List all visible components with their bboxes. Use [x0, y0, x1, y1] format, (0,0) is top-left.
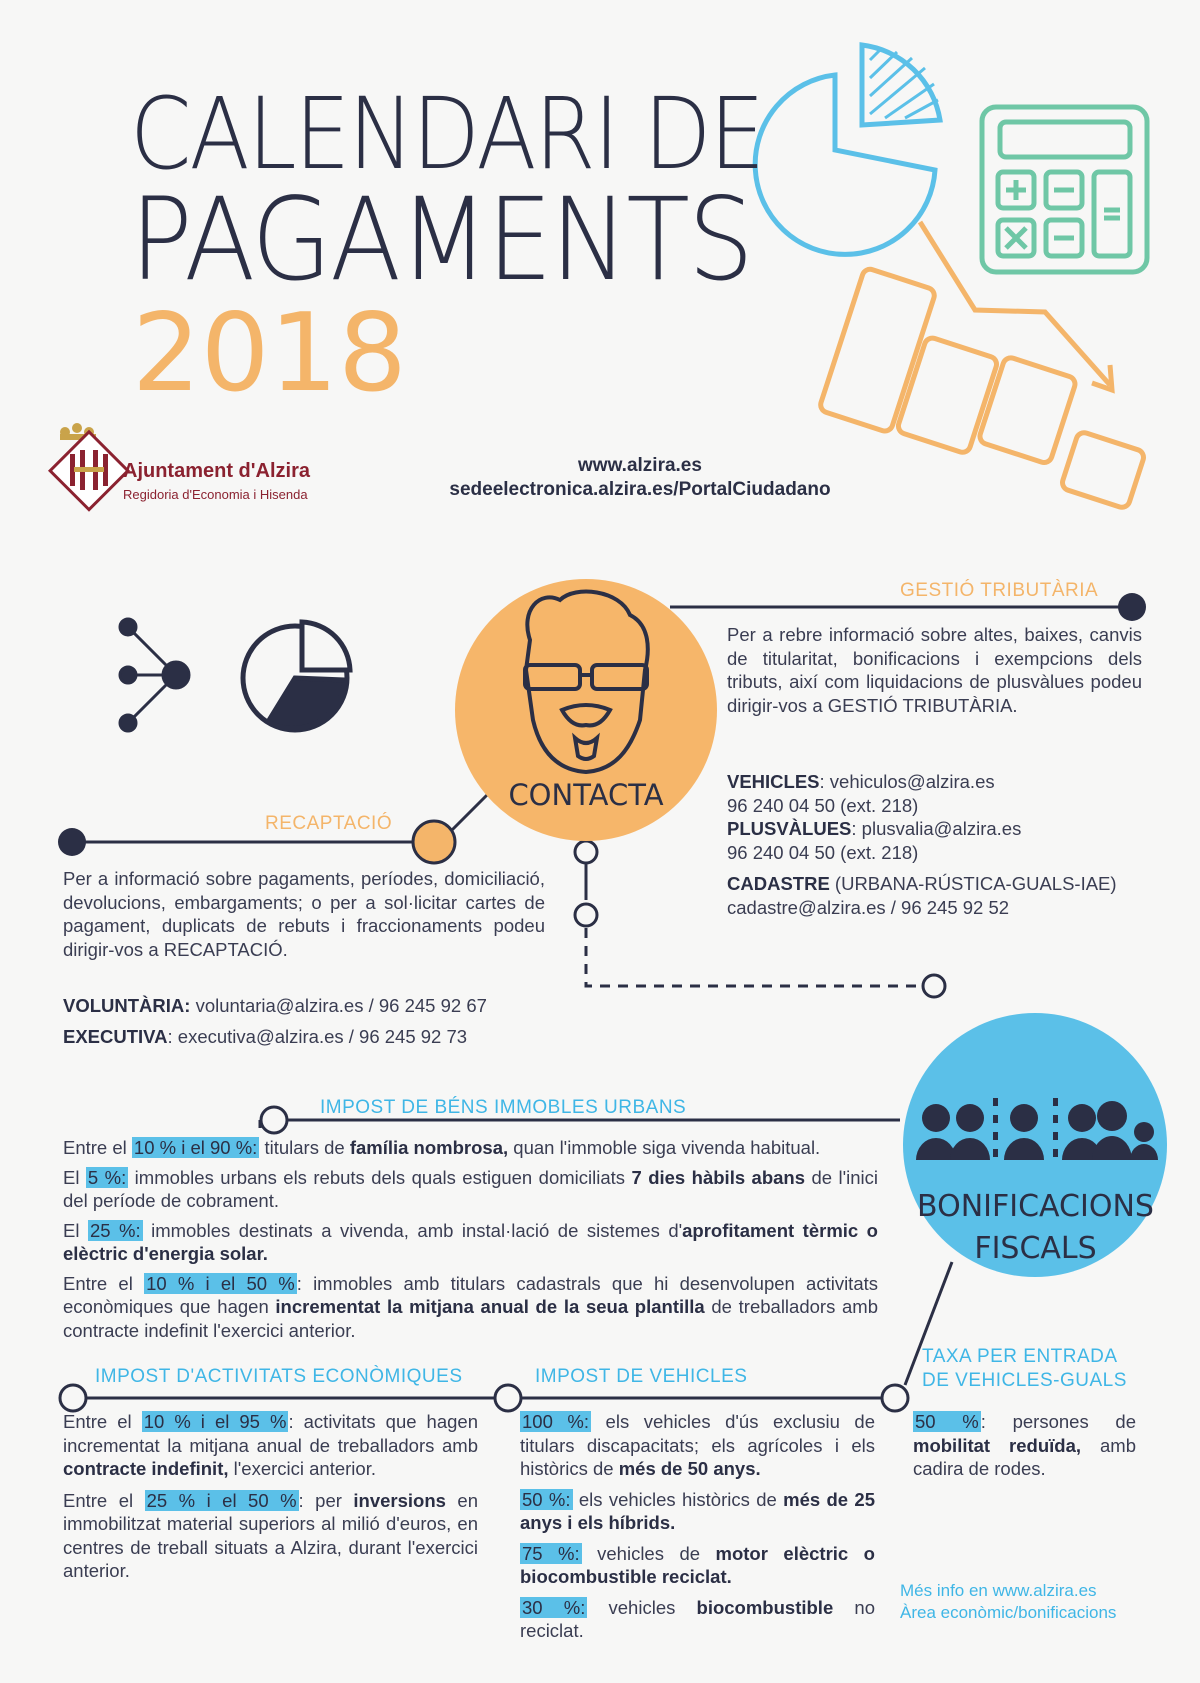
- ivtm-item: 100 %: els vehicles d'ús exclusiu de titulars discapacitats; els agrícoles i els històrics de més de 50 anys.: [520, 1411, 875, 1479]
- gestio-heading: GESTIÓ TRIBUTÀRIA: [900, 580, 1099, 601]
- coat-of-arms-icon: [50, 423, 128, 510]
- pie-chart-doodle-icon: [755, 45, 940, 254]
- ibi-item: Entre el 10 % i el 50 % : immobles amb titulars cadastrals que hi desenvolupen activitats econòmiques que hagen incrementat la mitjana anual de la seua plantilla de treballadors amb contracte indefinit l'exercici anterior.: [63, 1272, 878, 1341]
- ibi-item: El 5 %: immobles urbans els rebuts dels quals estiguen domiciliats 7 dies hàbils abans de l'inici del període de cobrament.: [63, 1166, 879, 1211]
- iae-heading: IMPOST D'ACTIVITATS ECONÒMIQUES: [95, 1366, 463, 1387]
- ivtm-item: 50 %: els vehicles històrics de més de 25 anys i els híbrids.: [520, 1488, 875, 1533]
- gestio-text: Per a rebre informació sobre altes, baixes, canvis de titularitat, bonificacions i exempcions dels tributs, així com liquidacions de plusvàlues podeu dirigir-vos a GESTIÓ TRIBUTÀRIA.: [727, 624, 1142, 716]
- page-title-line2: PAGAMENTS: [130, 172, 752, 307]
- network-icon: [120, 619, 189, 731]
- ivtm-item: 75 %: vehicles de motor elèctric o biocombustible reciclat.: [520, 1542, 875, 1587]
- iae-item: Entre el 10 % i el 95 % : activitats que hagen incrementat la mitjana anual de treballadors amb contracte indefinit, l'exercici anterior.: [63, 1411, 479, 1479]
- ivtm-item: 30 %: vehicles biocombustible no reciclat.: [520, 1596, 875, 1641]
- footer-link[interactable]: Més info en www.alzira.es: [900, 1581, 1097, 1600]
- ibi-heading: IMPOST DE BÉNS IMMOBLES URBANS: [320, 1097, 687, 1118]
- bonificacions-label: BONIFICACIONS FISCALS: [917, 1189, 1154, 1266]
- footer-info: Més info en www.alzira.es Àrea econòmic/bonificacions: [900, 1581, 1117, 1622]
- ivtm-list: [520, 1410, 875, 1650]
- page-year: 2018: [132, 291, 407, 416]
- recaptacio-heading: RECAPTACIÓ: [265, 813, 393, 834]
- ibi-item: Entre el 10 % i el 90 %: titulars de família nombrosa, quan l'immoble siga vivenda habitual.: [63, 1137, 821, 1158]
- site-link[interactable]: www.alzira.es: [578, 455, 702, 476]
- ibi-item: El 25 %: immobles destinats a vivenda, amb instal·lació de sistemes d'aprofitament tèrmic o elèctric d'energia solar.: [63, 1219, 878, 1264]
- org-dept: Regidoria d'Economia i Hisenda: [123, 487, 308, 502]
- gestio-dot: [1118, 593, 1146, 621]
- iae-list: [63, 1410, 478, 1591]
- contact-label: CONTACTA: [508, 778, 664, 812]
- ibi-list: [63, 1136, 878, 1348]
- portal-link[interactable]: sedeelectronica.alzira.es/PortalCiudadano: [449, 479, 831, 500]
- gestio-contacts: VEHICLES: vehiculos@alzira.es 96 240 04 50 (ext. 218) PLUSVÀLUES: plusvalia@alzira.es 96 240 04 50 (ext. 218) CADASTRE (URBANA-RÚSTICA-GUALS-IAE) cadastre@alzira.es / 96 245 92 52: [727, 771, 1117, 918]
- recaptacio-contacts: VOLUNTÀRIA: voluntaria@alzira.es / 96 245 92 67 EXECUTIVA: executiva@alzira.es / 96 245 92 73: [63, 995, 487, 1047]
- guals-heading: TAXA PER ENTRADA DE VEHICLES-GUALS: [922, 1346, 1127, 1391]
- page-title-line1: CALENDARI DE: [130, 76, 763, 192]
- recaptacio-text: Per a informació sobre pagaments, períodes, domiciliació, devolucions, embargaments; o per a sol·licitar cartes de pagament, duplicats de rebuts i fraccionaments podeu dirigir-vos a RECAPTACIÓ.: [63, 868, 545, 960]
- org-name: Ajuntament d'Alzira: [123, 460, 310, 482]
- guals-text: 50 % : persones de mobilitat reduïda, amb cadira de rodes.: [913, 1411, 1136, 1479]
- calculator-doodle-icon: [982, 107, 1147, 272]
- pie-icon: [243, 622, 350, 730]
- ivtm-heading: IMPOST DE VEHICLES: [535, 1366, 748, 1387]
- iae-item: Entre el 25 % i el 50 % : per inversions en immobilitzat material superiors al milió d'euros, en centres de treball situats a Alzira, durant l'exercici anterior.: [63, 1489, 478, 1581]
